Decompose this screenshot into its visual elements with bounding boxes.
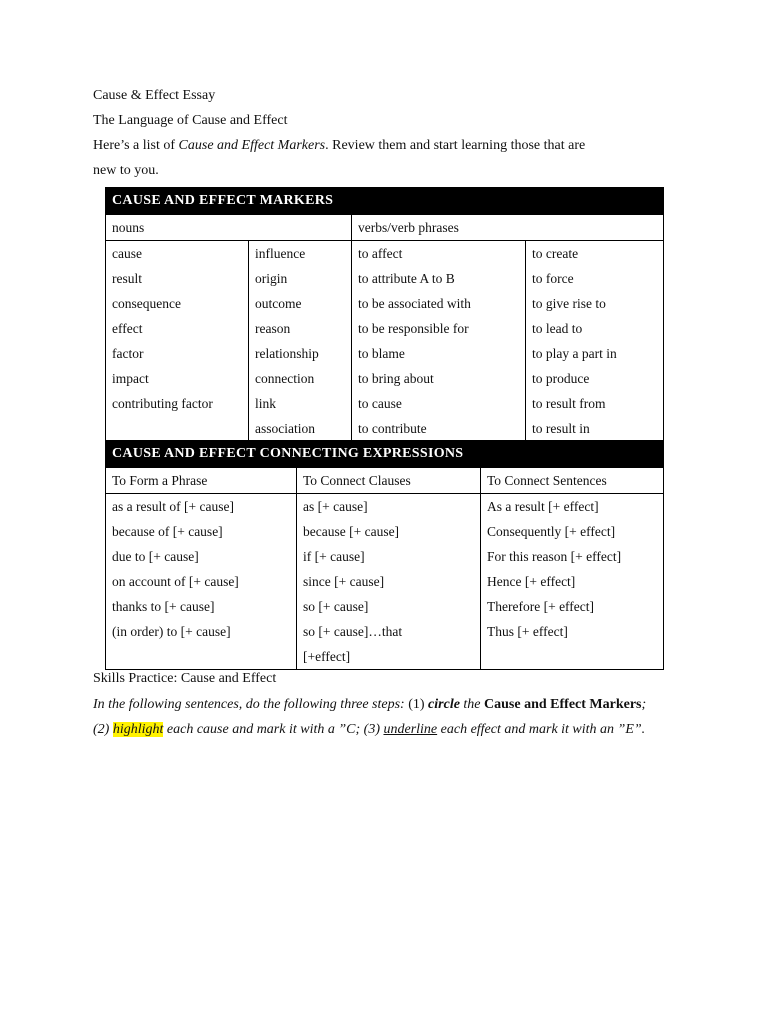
list-item: thanks to [+ cause] [112,599,215,614]
markers-table [105,187,664,442]
instruction-text: each cause and mark it with a ”C; [163,722,361,737]
list-item: For this reason [+ effect] [487,549,622,564]
connecting-expressions-table [105,440,664,670]
instruction-step-number: (1) [408,697,429,712]
list-item: consequence [112,296,181,311]
connecting-table-body-row [106,494,664,670]
sentences-header: To Connect Sentences [481,468,664,494]
list-item: as a result of [+ cause] [112,499,234,514]
list-item: because of [+ cause] [112,524,223,539]
list-item: to cause [358,396,402,411]
list-item: Therefore [+ effect] [487,599,595,614]
phrase-header: To Form a Phrase [106,468,297,494]
list-item: contributing factor [112,396,213,411]
list-item: factor [112,346,144,361]
clauses-column [297,494,481,670]
list-item: influence [255,246,306,261]
skills-practice-title: Skills Practice: Cause and Effect [93,671,277,686]
list-item: to lead to [532,321,583,336]
list-item: as [+ cause] [303,499,368,514]
list-item: link [255,396,277,411]
list-item: to be associated with [358,296,471,311]
list-item: so [+ cause] [303,599,369,614]
document-title: Cause & Effect Essay [93,88,216,103]
list-item: As a result [+ effect] [487,499,599,514]
list-item: to affect [358,246,403,261]
instruction-text: In the following sentences, do the following three steps: [93,697,409,712]
list-item: to play a part in [532,346,617,361]
connecting-table-title-row [106,441,664,468]
list-item: effect [112,321,143,336]
verbs-column-2 [526,241,664,442]
list-item: to be responsible for [358,321,469,336]
list-item: Consequently [+ effect] [487,524,616,539]
practice-instructions [93,692,663,742]
list-item: to force [532,271,574,286]
intro-emphasis: Cause and Effect Markers [178,138,326,153]
connecting-table-header-row [106,468,664,494]
instruction-markers-term: Cause and Effect Markers [484,697,642,712]
list-item: [+effect] [303,649,351,664]
list-item: outcome [255,296,302,311]
document-subtitle: The Language of Cause and Effect [93,113,288,128]
list-item: to produce [532,371,590,386]
intro-line-1 [93,136,585,156]
markers-table-title-row [106,188,664,215]
connecting-table-title: CAUSE AND EFFECT CONNECTING EXPRESSIONS [106,441,664,468]
instruction-circle: circle [428,697,460,712]
list-item: if [+ cause] [303,549,365,564]
verbs-column-1 [352,241,526,442]
intro-suffix: . Review them and start learning those that are [325,138,586,153]
list-item: to contribute [358,421,427,436]
list-item: reason [255,321,291,336]
list-item: so [+ cause]…that [303,624,403,639]
verbs-header: verbs/verb phrases [352,215,664,241]
list-item: impact [112,371,149,386]
list-item: relationship [255,346,319,361]
markers-table-title: CAUSE AND EFFECT MARKERS [106,188,664,215]
instruction-text: (3) [360,722,384,737]
nouns-header: nouns [106,215,352,241]
intro-prefix: Here’s a list of [93,138,179,153]
list-item: to attribute A to B [358,271,455,286]
list-item: origin [255,271,288,286]
list-item: on account of [+ cause] [112,574,239,589]
list-item: to create [532,246,579,261]
list-item: Hence [+ effect] [487,574,576,589]
instruction-underline: underline [383,722,438,737]
phrase-column [106,494,297,670]
list-item: Thus [+ effect] [487,624,568,639]
list-item: because [+ cause] [303,524,400,539]
nouns-column-1 [106,241,249,442]
instruction-text: ; (2) [93,697,647,737]
intro-line-2: new to you. [93,163,159,178]
nouns-column-2 [249,241,352,442]
instruction-text: the [459,697,485,712]
list-item: cause [112,246,142,261]
list-item: due to [+ cause] [112,549,199,564]
list-item: since [+ cause] [303,574,385,589]
list-item: to result from [532,396,606,411]
instruction-text: each effect and mark it with an ”E”. [437,722,646,737]
sentences-column [481,494,664,670]
list-item: to give rise to [532,296,606,311]
list-item: (in order) to [+ cause] [112,624,231,639]
list-item: to bring about [358,371,434,386]
instruction-highlight: highlight [112,722,164,737]
list-item: association [255,421,315,436]
markers-table-body-row [106,241,664,442]
clauses-header: To Connect Clauses [297,468,481,494]
list-item: to result in [532,421,590,436]
markers-table-header-row [106,215,664,241]
list-item: result [112,271,142,286]
list-item: connection [255,371,315,386]
list-item: to blame [358,346,405,361]
